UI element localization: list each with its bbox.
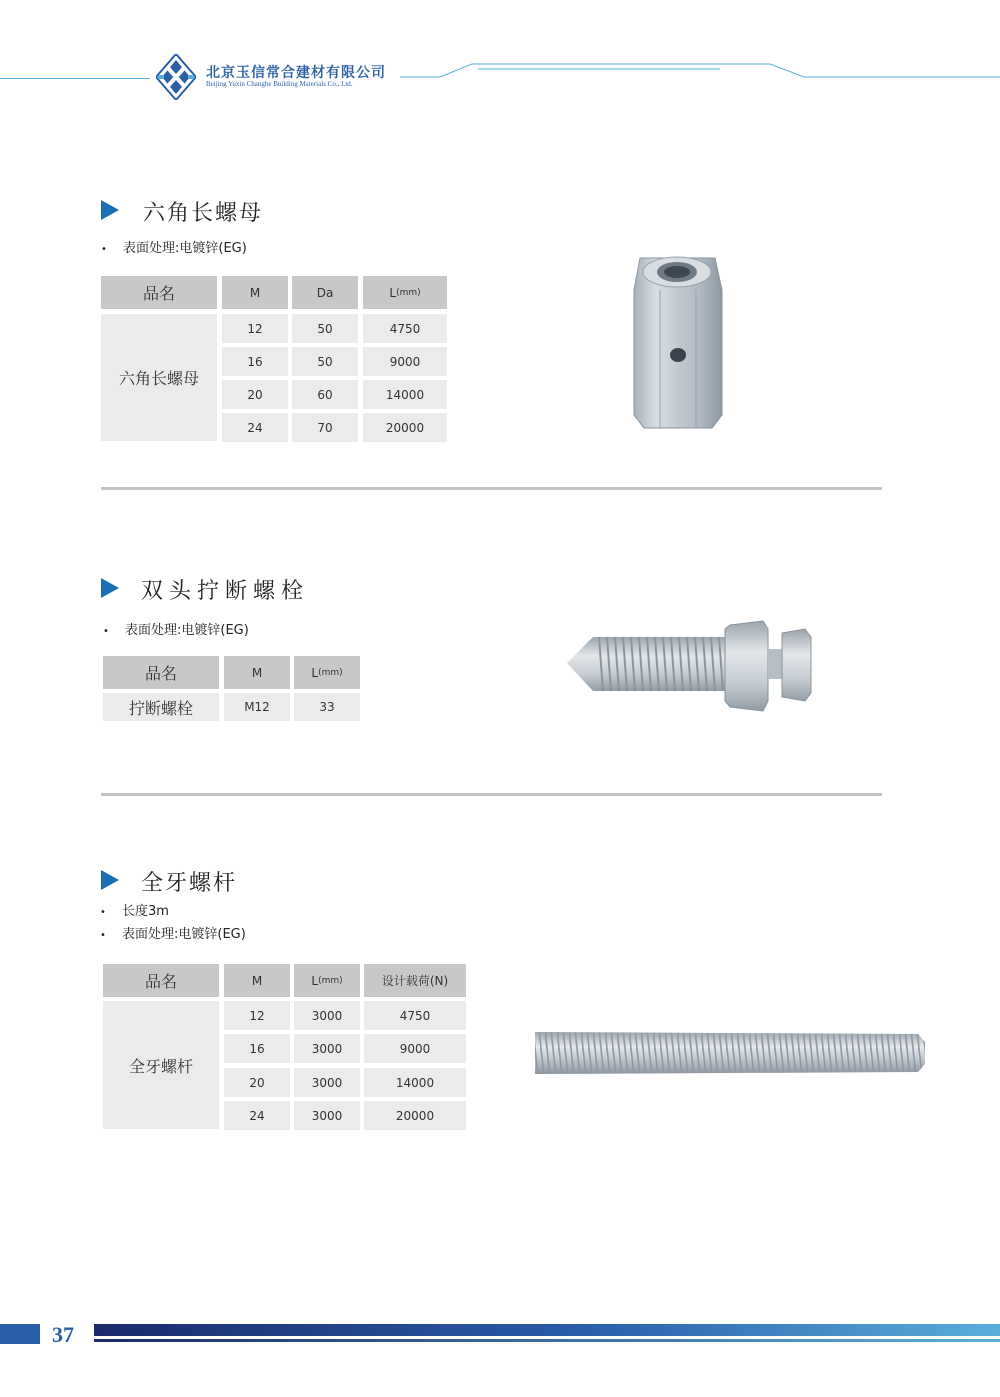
table-header-name: 品名	[103, 964, 219, 997]
table-cell: 20000	[363, 413, 447, 442]
bullet-surface: • 表面处理:电镀锌(EG)	[101, 241, 247, 256]
table-cell: 50	[292, 314, 358, 343]
table-header-m: M	[224, 964, 290, 997]
table-cell: 14000	[364, 1068, 466, 1097]
table-cell: 3000	[294, 1068, 360, 1097]
section-title-twist-off-bolt: 双头拧断螺栓	[141, 579, 310, 604]
section-arrow-icon	[101, 870, 119, 890]
footer-bar-right	[94, 1324, 1000, 1336]
table-cell: M12	[224, 693, 290, 721]
table-cell: 20000	[364, 1101, 466, 1130]
table-cell: 20	[224, 1068, 290, 1097]
section-arrow-icon	[101, 200, 119, 220]
table-product-name: 六角长螺母	[101, 314, 217, 441]
section-arrow-icon	[101, 578, 119, 598]
table-cell: 12	[224, 1001, 290, 1030]
table-header-da: Da	[292, 276, 358, 309]
table-cell: 4750	[363, 314, 447, 343]
table-product-name: 全牙螺杆	[103, 1001, 219, 1129]
table-cell: 9000	[363, 347, 447, 376]
footer-bar-left	[0, 1324, 40, 1344]
bullet-surface: • 表面处理:电镀锌(EG)	[100, 927, 246, 942]
twist-off-bolt-image	[565, 615, 815, 715]
section-divider	[101, 487, 882, 490]
table-cell: 4750	[364, 1001, 466, 1030]
company-name-en: Beijing Yuxin Changhe Building Materials Co., Ltd.	[206, 80, 353, 88]
table-cell: 3000	[294, 1001, 360, 1030]
footer-line-right	[94, 1339, 1000, 1342]
table-cell: 16	[224, 1034, 290, 1063]
table-cell: 12	[222, 314, 288, 343]
table-product-name: 拧断螺栓	[103, 693, 219, 721]
table-header-design-load: 设计载荷(N)	[364, 964, 466, 997]
table-cell: 60	[292, 380, 358, 409]
threaded-rod-image	[533, 1026, 928, 1080]
table-header-name: 品名	[101, 276, 217, 309]
company-name-cn: 北京玉信常合建材有限公司	[206, 65, 386, 81]
section-divider	[101, 793, 882, 796]
section-title-threaded-rod: 全牙螺杆	[141, 871, 238, 896]
table-cell: 20	[222, 380, 288, 409]
table-cell: 24	[222, 413, 288, 442]
table-cell: 3000	[294, 1034, 360, 1063]
table-cell: 24	[224, 1101, 290, 1130]
table-header-l: L (mm)	[363, 276, 447, 309]
table-header-m: M	[224, 656, 290, 689]
header-line-left	[0, 78, 150, 79]
table-cell: 33	[294, 693, 360, 721]
table-cell: 70	[292, 413, 358, 442]
company-logo-icon	[156, 54, 196, 100]
section-title-hex-nut: 六角长螺母	[143, 201, 264, 226]
table-header-name: 品名	[103, 656, 219, 689]
table-header-l: L (mm)	[294, 656, 360, 689]
bullet-surface: • 表面处理:电镀锌(EG)	[103, 623, 249, 638]
header-decoration-lines	[400, 60, 1000, 84]
table-header-l: L (mm)	[294, 964, 360, 997]
table-cell: 50	[292, 347, 358, 376]
hex-coupling-nut-image	[630, 250, 725, 435]
table-cell: 3000	[294, 1101, 360, 1130]
table-cell: 14000	[363, 380, 447, 409]
table-header-m: M	[222, 276, 288, 309]
table-cell: 16	[222, 347, 288, 376]
page-number: 37	[52, 1322, 74, 1347]
table-cell: 9000	[364, 1034, 466, 1063]
bullet-length: • 长度3m	[100, 904, 169, 919]
